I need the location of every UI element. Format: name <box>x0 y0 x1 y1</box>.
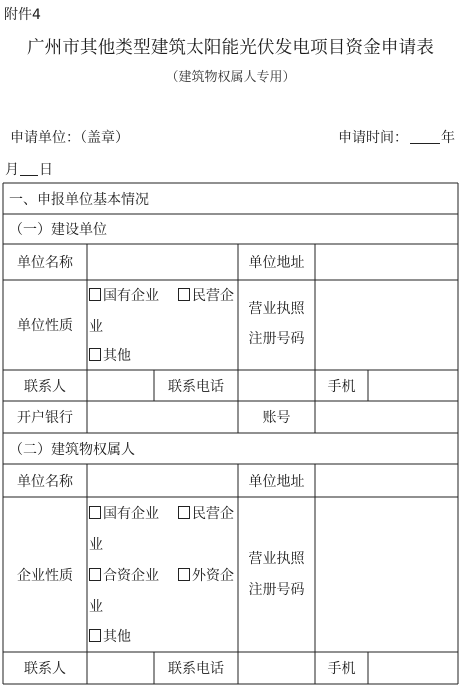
owner-option-foreign[interactable]: 外资企 <box>178 565 234 585</box>
checkbox-icon[interactable] <box>89 288 101 301</box>
owner-unit-address-label: 单位地址 <box>248 473 305 490</box>
owner-contact-field[interactable] <box>87 652 154 684</box>
year-blank[interactable] <box>410 143 440 144</box>
account-field[interactable] <box>315 401 458 433</box>
bank-label: 开户银行 <box>17 410 73 426</box>
unit-name-field[interactable] <box>87 244 238 280</box>
owner-unit-name-label: 单位名称 <box>17 473 73 490</box>
option-private[interactable]: 民营企 <box>178 285 234 305</box>
unit-address-label: 单位地址 <box>248 255 305 271</box>
subsection-building-owner-heading: （二）建筑物权属人 <box>9 441 135 458</box>
checkbox-icon[interactable] <box>178 288 190 301</box>
phone-field[interactable] <box>238 370 315 401</box>
enterprise-nature-label: 企业性质 <box>17 567 73 584</box>
month-blank[interactable] <box>20 175 38 176</box>
owner-unit-address-field[interactable] <box>315 464 458 497</box>
section-1-heading: 一、申报单位基本情况 <box>9 191 149 208</box>
checkbox-icon[interactable] <box>89 568 101 581</box>
license-label-2: 注册号码 <box>248 331 305 347</box>
option-other[interactable]: 其他 <box>89 345 131 365</box>
account-label: 账号 <box>262 410 291 426</box>
owner-mobile-label: 手机 <box>327 661 356 677</box>
owner-option-foreign-continued: 业 <box>89 599 103 615</box>
owner-license-label-2: 注册号码 <box>248 582 305 598</box>
checkbox-icon[interactable] <box>89 629 101 642</box>
owner-license-number-field[interactable] <box>315 497 458 652</box>
contact-label: 联系人 <box>24 378 66 395</box>
owner-contact-label: 联系人 <box>24 661 66 677</box>
checkbox-icon[interactable] <box>89 348 101 361</box>
contact-field[interactable] <box>87 370 154 401</box>
subsection-construction-unit-heading: （一）建设单位 <box>9 222 107 238</box>
owner-license-label-1: 营业执照 <box>248 551 305 567</box>
unit-name-label: 单位名称 <box>17 255 73 271</box>
owner-option-private[interactable]: 民营企 <box>178 503 234 523</box>
owner-option-joint-venture[interactable]: 合资企业 <box>89 565 159 585</box>
owner-phone-field[interactable] <box>238 652 315 684</box>
unit-nature-label: 单位性质 <box>17 318 73 334</box>
mobile-label: 手机 <box>327 378 356 395</box>
owner-option-other[interactable]: 其他 <box>89 626 131 646</box>
unit-address-field[interactable] <box>315 244 458 280</box>
applicant-unit-label: 申请单位：（盖章） <box>10 130 129 146</box>
owner-unit-name-field[interactable] <box>87 464 238 497</box>
owner-phone-label: 联系电话 <box>168 661 224 677</box>
checkbox-icon[interactable] <box>89 506 101 519</box>
mobile-field[interactable] <box>368 370 458 401</box>
phone-label: 联系电话 <box>168 378 224 395</box>
month-unit: 月 <box>5 162 19 178</box>
attachment-label: 附件4 <box>4 7 41 23</box>
owner-option-state-owned[interactable]: 国有企业 <box>89 503 159 523</box>
owner-option-private-continued: 业 <box>89 537 103 553</box>
bank-field[interactable] <box>87 401 238 433</box>
option-private-continued: 业 <box>89 319 103 335</box>
license-label-1: 营业执照 <box>248 301 305 317</box>
option-state-owned[interactable]: 国有企业 <box>89 285 159 305</box>
day-unit: 日 <box>39 162 53 178</box>
form-title: 广州市其他类型建筑太阳能光伏发电项目资金申请表 <box>26 38 435 58</box>
checkbox-icon[interactable] <box>178 506 190 519</box>
application-time-label: 申请时间： <box>338 130 408 146</box>
license-number-field[interactable] <box>315 280 458 370</box>
year-unit: 年 <box>441 130 455 146</box>
checkbox-icon[interactable] <box>178 568 190 581</box>
owner-mobile-field[interactable] <box>368 652 458 684</box>
form-subtitle: （建筑物权属人专用） <box>165 70 296 85</box>
